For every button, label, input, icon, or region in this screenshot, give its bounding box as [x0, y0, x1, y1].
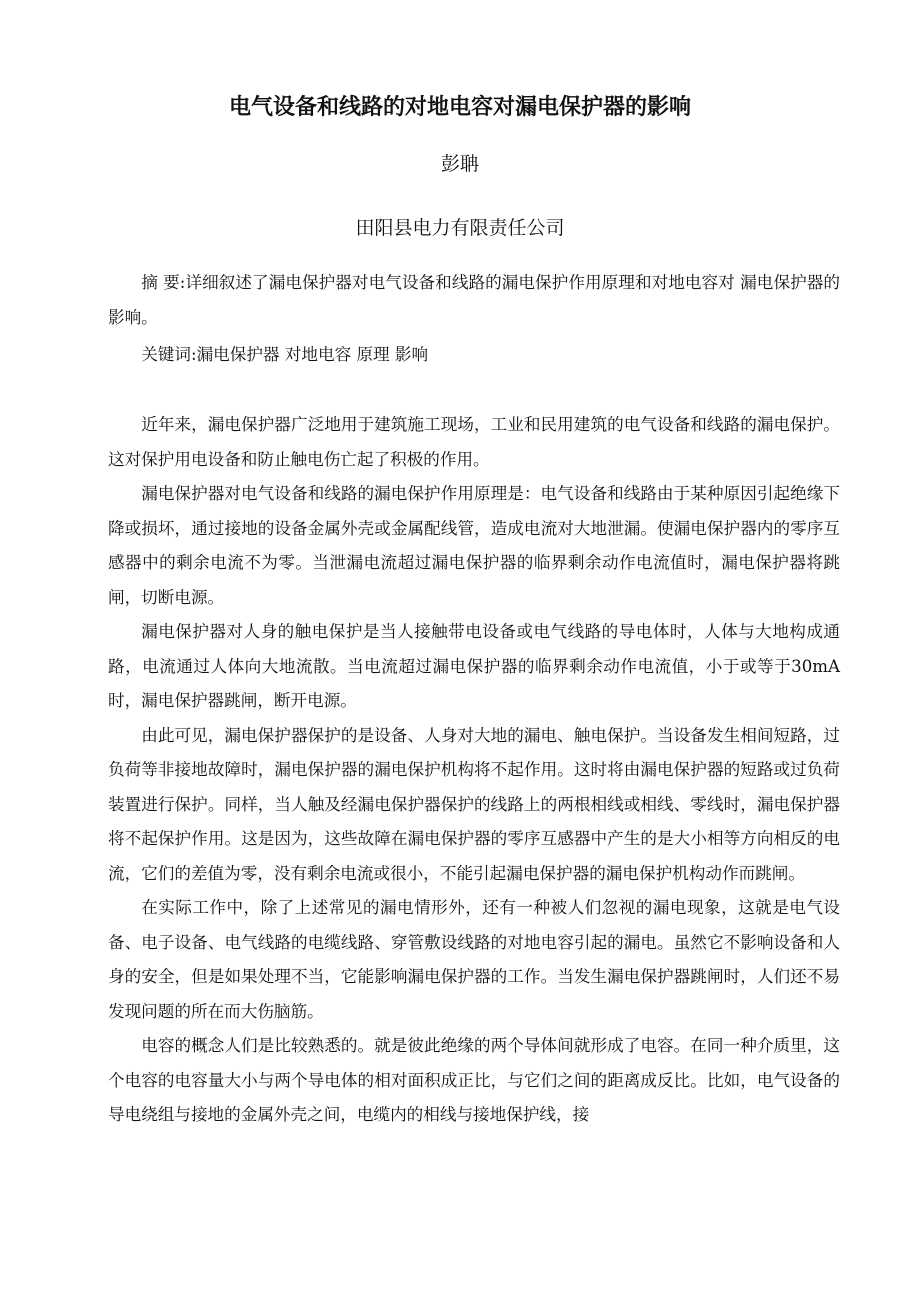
body-text [108, 408, 840, 1133]
body-paragraph-4: 由此可见，漏电保护器保护的是设备、人身对大地的漏电、触电保护。当设备发生相间短路，过负荷等非接地故障时，漏电保护器的漏电保护机构将不起作用。这时将由漏电保护器的短路或过负荷装置进行保护。同样，当人触及经漏电保护器保护的线路上的两根相线或相线、零线时，漏电保护器将不起保护作用。这是因为，这些故障在漏电保护器的零序互感器中产生的是大小相等方向相反的电流，它们的差值为零，没有剩余电流或很小，不能引起漏电保护器的漏电保护机构动作而跳闸。 [108, 725, 840, 883]
body-paragraph-6: 电容的概念人们是比较熟悉的。就是彼此绝缘的两个导体间就形成了电容。在同一种介质里，这个电容的电容量大小与两个导电体的相对面积成正比，与它们之间的距离成反比。比如，电气设备的导电绕组与接地的金属外壳之间，电缆内的相线与接地保护线，接 [108, 1036, 840, 1124]
keywords-label: 关键词: [141, 345, 197, 364]
organization-name: 田阳县电力有限责任公司 [355, 217, 565, 239]
keywords [108, 338, 840, 373]
abstract-text: 详细叙述了漏电保护器对电气设备和线路的漏电保护作用原理和对地电容对 漏电保护器的影响。 [108, 273, 840, 327]
body-paragraph-2: 漏电保护器对电气设备和线路的漏电保护作用原理是：电气设备和线路由于某种原因引起绝缘下降或损坏，通过接地的设备金属外壳或金属配线管，造成电流对大地泄漏。使漏电保护器内的零序互感器中的剩余电流不为零。当泄漏电流超过漏电保护器的临界剩余动作电流值时，漏电保护器将跳闸，切断电源。 [108, 484, 840, 607]
keywords-text: 漏电保护器 对地电容 原理 影响 [196, 345, 429, 364]
body-paragraph-1: 近年来，漏电保护器广泛地用于建筑施工现场，工业和民用建筑的电气设备和线路的漏电保护。这对保护用电设备和防止触电伤亡起了积极的作用。 [108, 415, 840, 469]
document-title: 电气设备和线路的对地电容对漏电保护器的影响 [228, 95, 691, 120]
author-name: 彭聃 [440, 153, 479, 175]
abstract [108, 266, 840, 335]
abstract-label: 摘 要: [141, 273, 186, 292]
body-paragraph-5: 在实际工作中，除了上述常见的漏电情形外，还有一种被人们忽视的漏电现象，这就是电气设备、电子设备、电气线路的电缆线路、穿管敷设线路的对地电容引起的漏电。虽然它不影响设备和人身的安全，但是如果处理不当，它能影响漏电保护器的工作。当发生漏电保护器跳闸时，人们还不易发现问题的所在而大伤脑筋。 [108, 898, 840, 1021]
body-paragraph-3: 漏电保护器对人身的触电保护是当人接触带电设备或电气线路的导电体时，人体与大地构成通路，电流通过人体向大地流散。当电流超过漏电保护器的临界剩余动作电流值，小于或等于30mA时，漏电保护器跳闸，断开电源。 [108, 622, 840, 710]
